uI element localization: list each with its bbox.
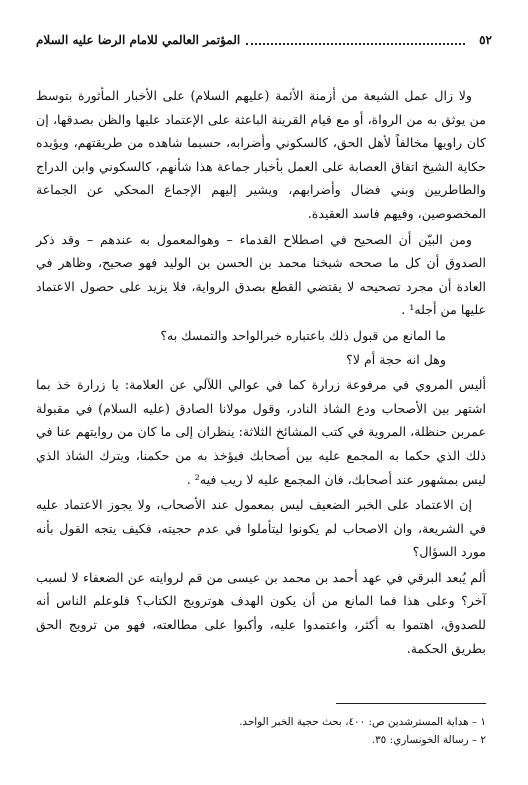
- question-1: ما المانع من قبول ذلك باعتباره خبرالواحد والتمسك به؟: [160, 327, 446, 343]
- header-dotted-leader: [246, 35, 465, 45]
- paragraph-2: ومن البيّن أن الصحيح في اصطلاح القدماء – وهوالمعمول به عندهم – وقد ذكر الصدوق أن كل ما صححه شيخنا محمد بن الحسن بن الوليد فهو صحيح، وظاهر في العادة أن مجرد تصحيحه لا يقتضي القطع بصدق الرواية، فلا يزيد على حصول الاعتماد عليها من أجله¹ .: [36, 231, 486, 318]
- paragraph-4: إن الاعتماد على الخبر الضعيف ليس بمعمول عند الأصحاب، ولا يجوز الاعتماد عليه في الشريعة، وان الاصحاب لم يكونوا ليتأملوا في عدم حجيته، فكيف يتجه القول بأنه مورد السؤال؟: [36, 497, 486, 560]
- page-number: ٥٢: [479, 33, 492, 47]
- paragraph-3: أليس المروي في مرفوعة زرارة كما في عوالي اللآلي عن العلامة: يا زرارة خذ بما اشتهر بين الأصحاب ودع الشاذ النادر، وقول مولانا الصادق (عليه السلام) في مقبولة عمربن حنظلة، المروية في كتب المشائخ الثلاثة: ينظران إلى ما كان من روايتهم عنا في ذلك الذي حكما به المجمع عليه بين أصحابك فيؤخذ به من حكمنا، ويترك الشاذ الذي ليس بمشهور عند أصحابك، فان المجمع عليه لا ريب فيه² .: [36, 377, 486, 487]
- footnote-2: ٢ – رسالة الخونساري: ٣٥.: [371, 734, 486, 746]
- running-title: المؤتمر العالمي للامام الرضا عليه السلام: [36, 33, 241, 47]
- body-text: [36, 84, 486, 660]
- footnote-divider: [336, 703, 486, 704]
- paragraph-5: ألم يُبعد البرقي في عهد أحمد بن محمد بن عيسى من قم لروايته عن الضعفاء لا لسبب آخر؟ وعلى هذا فما المانع من أن يكون الهدف هوترويج الكتاب؟ فلوعلم الناس أنه للصدوق، اهتموا به أكثر، واعتمدوا عليه، وأكبوا على مطالعته، فهو من ترويج الحق بطريق الحكمة.: [36, 569, 486, 656]
- footnote-1: ١ – هداية المسترشدين ص: ٤٠٠، بحث حجية الخبر الواحد.: [239, 716, 486, 728]
- question-2: وهل انه حجة أم لا؟: [346, 351, 446, 367]
- page-header: [36, 30, 492, 50]
- footnotes: [36, 713, 486, 749]
- paragraph-1: ولا زال عمل الشيعة من أزمنة الأئمة (عليهم السلام) على الأخبار المأثورة بتوسط من يوثق به من الرواة، أو مع قيام القرينة الباعثة على الإعتماد عليها والظن بصدقها، إن كان راويها مخالفاً لأهل الحق، كالسكوني وأضرابه، حسبما شاهده من طريقتهم، ويؤيده حكاية الشيخ اتفاق العصابة على العمل بأخبار جماعة هذا شأنهم، كالسكوني وابن الدراج والطاطريين وبني فضال وأضرابهم، ويشير إليهم الإجماع المحكي عن الجماعة المخصوصين، وفيهم فاسد العقيدة.: [36, 88, 486, 221]
